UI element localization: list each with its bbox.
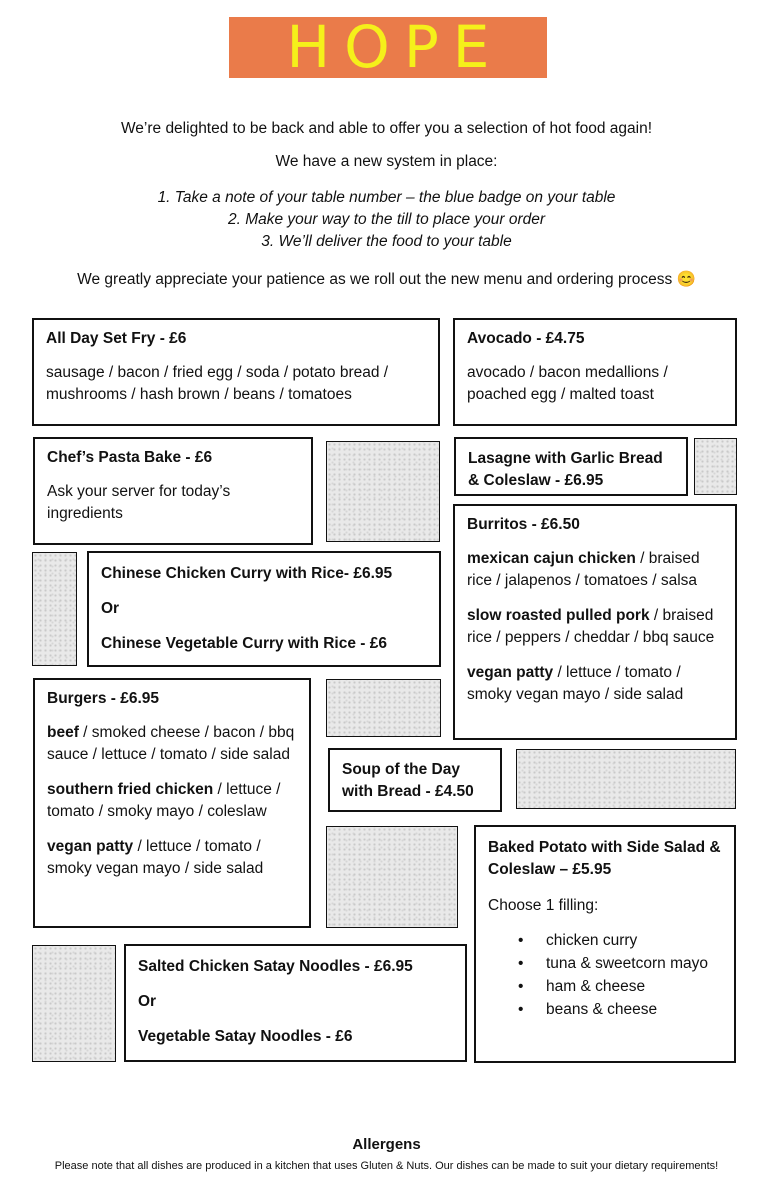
food-image-placeholder	[32, 552, 77, 666]
menu-item-soup	[328, 748, 502, 812]
menu-item-avocado	[453, 318, 737, 426]
intro-line-2: We have a new system in place:	[275, 153, 498, 170]
item-title: Burritos - £6.50	[467, 516, 580, 533]
logo-text: HOPE	[286, 13, 504, 81]
item-title-alt: Vegetable Satay Noodles - £6	[138, 1028, 353, 1045]
allergens-note: Please note that all dishes are produced in a kitchen that uses Gluten & Nuts. Our dishes can be made to suit your dietary requirements!	[54, 1160, 719, 1172]
intro-line-1: We’re delighted to be back and able to offer you a selection of hot food again!	[120, 120, 653, 137]
option-name: southern fried chicken	[47, 781, 214, 798]
option-name: vegan patty	[47, 838, 134, 855]
burger-option-3	[47, 836, 297, 880]
menu-item-chinese-curry	[87, 551, 441, 667]
step-1: 1. Take a note of your table number – the blue badge on your table	[157, 189, 616, 206]
filling-option: • tuna & sweetcorn mayo	[546, 952, 722, 975]
item-title: Chinese Chicken Curry with Rice- £6.95	[101, 565, 393, 582]
burger-option-2	[47, 779, 297, 823]
option-name: slow roasted pulled pork	[467, 607, 650, 624]
option-name: mexican cajun chicken	[467, 550, 636, 567]
item-description: avocado / bacon medallions / poached egg / malted toast	[467, 364, 668, 403]
menu-item-burgers	[33, 678, 311, 928]
option-details: / smoked cheese / bacon / bbq sauce / lettuce / tomato / side salad	[47, 724, 295, 763]
item-subtitle: Choose 1 filling:	[488, 897, 599, 914]
item-title: Baked Potato with Side Salad & Coleslaw – £5.95	[488, 839, 721, 878]
item-title-alt: Chinese Vegetable Curry with Rice - £6	[101, 635, 387, 652]
filling-option: • beans & cheese	[546, 998, 722, 1021]
filling-list	[488, 929, 722, 1021]
option-name: vegan patty	[467, 664, 554, 681]
allergens-title: Allergens	[352, 1136, 421, 1153]
item-description: Ask your server for today’s ingredients	[47, 483, 231, 522]
filling-option: • ham & cheese	[546, 975, 722, 998]
food-image-placeholder	[326, 826, 458, 928]
option-details: / braised rice / jalapenos / tomatoes / salsa	[467, 550, 700, 589]
intro-line-3: We greatly appreciate your patience as we roll out the new menu and ordering process 😊	[77, 271, 696, 288]
menu-item-lasagne	[454, 437, 688, 496]
menu-item-baked-potato	[474, 825, 736, 1063]
food-image-placeholder	[32, 945, 116, 1062]
food-image-placeholder	[326, 679, 441, 737]
option-details: / lettuce / tomato / smoky vegan mayo / side salad	[467, 664, 684, 703]
menu-item-burritos	[453, 504, 737, 740]
item-description: sausage / bacon / fried egg / soda / potato bread / mushrooms / hash brown / beans / tomatoes	[46, 364, 389, 403]
filling-option: • chicken curry	[546, 929, 722, 952]
burger-option-1	[47, 722, 297, 766]
food-image-placeholder	[326, 441, 440, 542]
item-title: Soup of the Day with Bread - £4.50	[342, 761, 474, 800]
option-name: beef	[47, 724, 79, 741]
step-3: 3. We’ll deliver the food to your table	[261, 233, 512, 250]
menu-item-satay-noodles	[124, 944, 467, 1062]
option-details: / lettuce / tomato / smoky mayo / coleslaw	[47, 781, 281, 820]
item-title: Burgers - £6.95	[47, 690, 159, 707]
option-details: / braised rice / peppers / cheddar / bbq sauce	[467, 607, 715, 646]
or-label: Or	[101, 600, 120, 617]
option-details: / lettuce / tomato / smoky vegan mayo / side salad	[47, 838, 264, 877]
burrito-option-2	[467, 605, 723, 649]
food-image-placeholder	[516, 749, 736, 809]
burrito-option-3	[467, 662, 723, 706]
or-label: Or	[138, 993, 157, 1010]
hope-logo	[229, 13, 547, 81]
step-2: 2. Make your way to the till to place your order	[227, 211, 546, 228]
item-title: All Day Set Fry - £6	[46, 330, 187, 347]
menu-item-pasta-bake	[33, 437, 313, 545]
item-title: Chef’s Pasta Bake - £6	[47, 449, 213, 466]
item-title: Avocado - £4.75	[467, 330, 585, 347]
burrito-option-1	[467, 548, 723, 592]
food-image-placeholder	[694, 438, 737, 495]
item-title: Salted Chicken Satay Noodles - £6.95	[138, 958, 413, 975]
item-title: Lasagne with Garlic Bread & Coleslaw - £6.95	[468, 450, 663, 489]
menu-item-all-day-fry	[32, 318, 440, 426]
